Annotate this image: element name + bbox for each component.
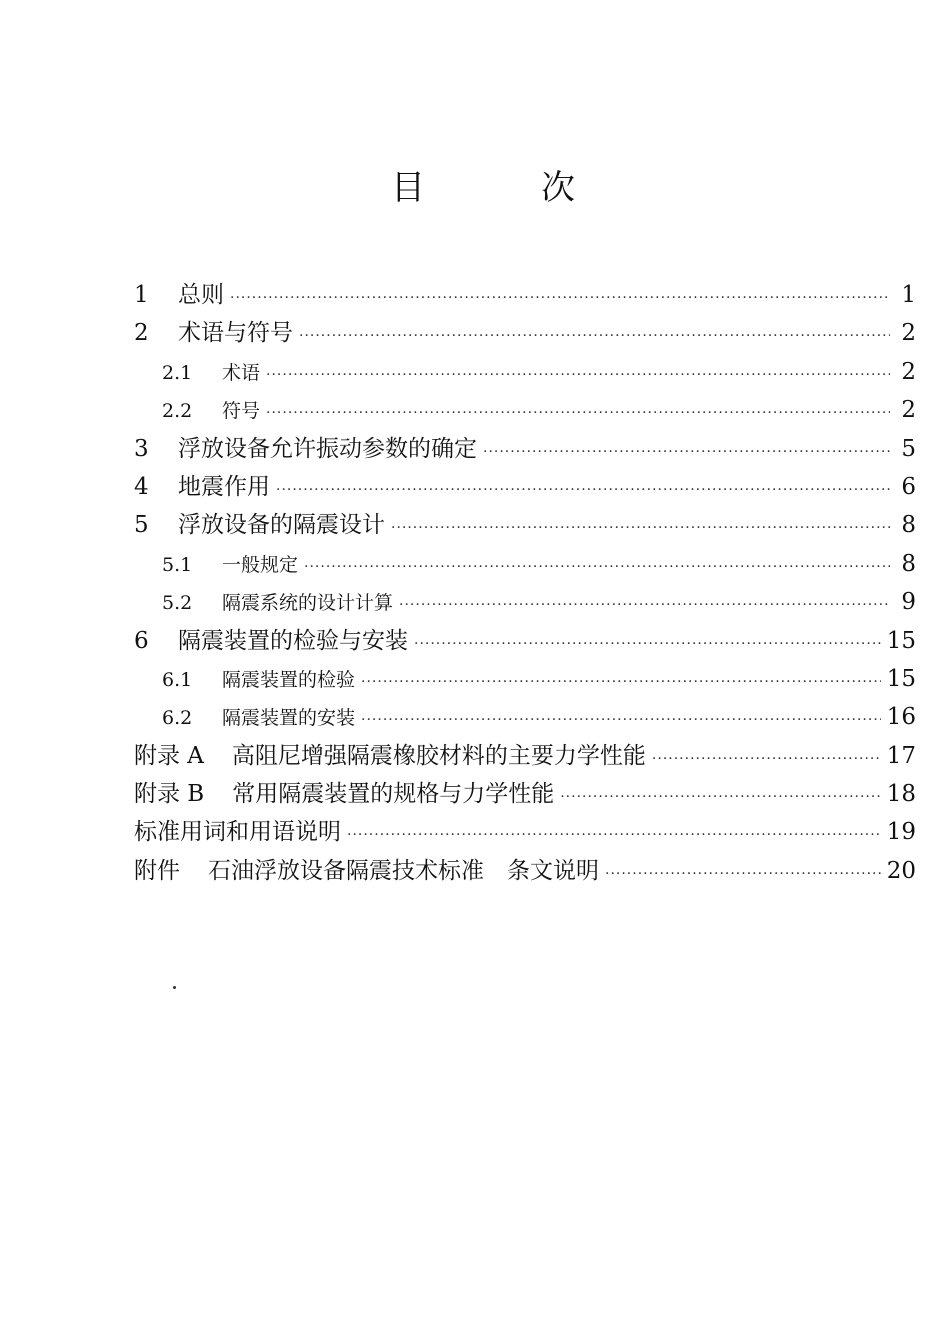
toc-entry-label: 总则 <box>178 282 224 308</box>
toc-leader <box>652 740 881 778</box>
toc-entry[interactable] <box>134 430 916 468</box>
toc-leader <box>361 701 881 739</box>
toc-leader <box>399 586 890 624</box>
toc-entry-label: 地震作用 <box>178 473 270 500</box>
toc-entry-page: 20 <box>886 857 916 884</box>
toc-entry[interactable] <box>134 391 916 429</box>
toc-entry[interactable] <box>134 622 916 660</box>
toc-entry[interactable] <box>134 583 916 621</box>
toc-entry-label: 石油浮放设备隔震技术标准 条文说明 <box>208 857 599 884</box>
toc-entry-page: 2 <box>901 320 916 347</box>
toc-entry-label: 标准用词和用语说明 <box>134 819 341 846</box>
toc-entry-page: 8 <box>901 512 916 539</box>
toc-entry-number: 3 <box>134 435 149 462</box>
toc-entry-label: 术语 <box>222 361 261 384</box>
table-of-contents <box>134 276 916 890</box>
toc-leader <box>391 509 890 547</box>
toc-entry[interactable] <box>134 276 916 314</box>
toc-leader <box>483 433 890 471</box>
toc-entry[interactable] <box>134 660 916 698</box>
toc-entry[interactable] <box>134 314 916 352</box>
toc-entry-page: 5 <box>901 435 916 462</box>
toc-entry-label: 符号 <box>222 400 261 423</box>
toc-entry-number: 附件 <box>134 857 180 884</box>
toc-entry-label: 隔震装置的检验与安装 <box>178 627 408 654</box>
toc-entry[interactable] <box>134 506 916 544</box>
toc-entry-label: 隔震装置的检验 <box>222 668 356 691</box>
toc-entry[interactable] <box>134 353 916 391</box>
toc-leader <box>276 471 890 509</box>
toc-leader <box>266 356 890 394</box>
toc-entry[interactable] <box>134 813 916 851</box>
toc-entry-number: 6.1 <box>162 668 193 691</box>
toc-entry-page: 1 <box>901 282 916 308</box>
toc-entry[interactable] <box>134 468 916 506</box>
toc-leader <box>605 855 881 893</box>
toc-entry-number: 6.2 <box>162 707 193 730</box>
page-title-part-2: 次 <box>541 168 575 208</box>
toc-entry-label: 隔震系统的设计计算 <box>222 592 394 615</box>
toc-entry-page: 15 <box>886 627 916 654</box>
toc-entry-number: 2.2 <box>162 400 193 423</box>
toc-leader <box>230 279 890 317</box>
toc-entry[interactable] <box>134 737 916 775</box>
toc-entry-label: 浮放设备的隔震设计 <box>178 512 385 539</box>
toc-entry-number: 附录 A <box>134 742 204 769</box>
toc-entry-number: 2.1 <box>162 361 193 384</box>
toc-entry-number: 6 <box>134 627 149 654</box>
scan-speck <box>173 986 176 989</box>
toc-entry-number: 1 <box>134 282 149 308</box>
toc-entry-page: 6 <box>901 473 916 500</box>
toc-entry[interactable] <box>134 545 916 583</box>
toc-entry-page: 16 <box>886 704 916 731</box>
toc-leader <box>266 394 890 432</box>
toc-entry[interactable] <box>134 775 916 813</box>
toc-entry-label: 高阻尼增强隔震橡胶材料的主要力学性能 <box>231 742 646 769</box>
toc-entry-page: 19 <box>886 819 916 846</box>
toc-entry-page: 18 <box>886 781 916 808</box>
toc-leader <box>414 625 881 663</box>
toc-leader <box>361 663 881 701</box>
toc-entry-page: 2 <box>901 397 916 424</box>
toc-leader <box>560 778 881 816</box>
toc-entry-number: 5.1 <box>162 553 193 576</box>
toc-entry-label: 浮放设备允许振动参数的确定 <box>178 435 477 462</box>
toc-entry-page: 17 <box>886 742 916 769</box>
toc-entry-page: 9 <box>901 589 916 616</box>
toc-entry-number: 4 <box>134 473 149 500</box>
page-title-part-1: 目 <box>391 168 425 208</box>
page-title <box>0 160 950 209</box>
toc-entry-label: 隔震装置的安装 <box>222 707 356 730</box>
toc-entry-page: 15 <box>886 665 916 692</box>
toc-entry-page: 2 <box>901 358 916 385</box>
toc-entry-number: 2 <box>134 320 149 347</box>
toc-entry-label: 一般规定 <box>222 553 299 576</box>
toc-entry-label: 常用隔震装置的规格与力学性能 <box>232 781 555 808</box>
toc-entry[interactable] <box>134 852 916 890</box>
toc-leader <box>347 816 881 854</box>
toc-entry-number: 5 <box>134 512 149 539</box>
toc-entry-number: 5.2 <box>162 592 193 615</box>
toc-leader <box>299 317 890 355</box>
toc-entry-label: 术语与符号 <box>178 320 293 347</box>
toc-entry-number: 附录 B <box>134 781 205 808</box>
toc-entry-page: 8 <box>901 550 916 577</box>
toc-entry[interactable] <box>134 698 916 736</box>
toc-leader <box>304 548 890 586</box>
